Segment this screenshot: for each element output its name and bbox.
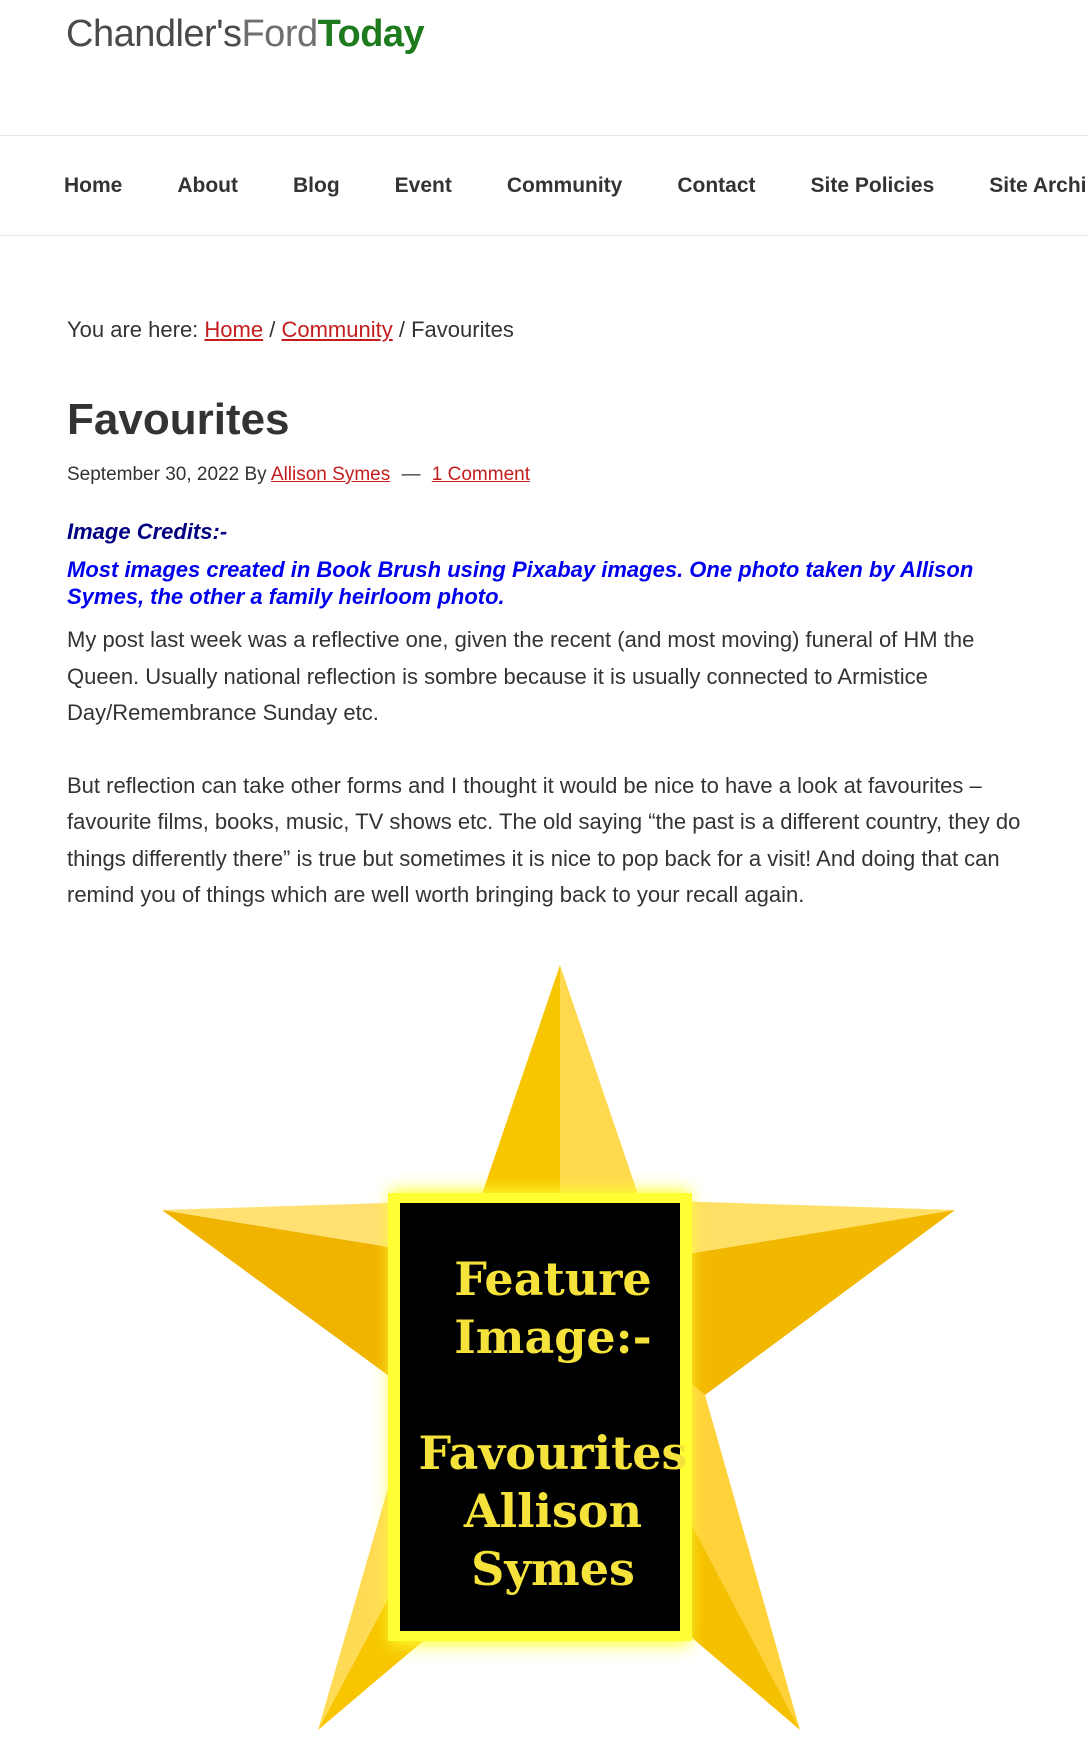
- comments-link[interactable]: 1 Comment: [431, 464, 530, 485]
- breadcrumb-current: Favourites: [411, 317, 514, 342]
- feature-text-line: Feature: [454, 1252, 652, 1306]
- feature-text-gap: [412, 1366, 694, 1424]
- feature-text-line: Image:-: [454, 1310, 652, 1364]
- main-content: [67, 300, 1027, 914]
- nav-item-about[interactable]: About: [177, 174, 239, 197]
- nav-item-site-archives[interactable]: Site Archi: [989, 174, 1087, 197]
- logo-part-today: Today: [317, 13, 425, 55]
- feature-text-line: Favourites: [418, 1426, 688, 1480]
- post-date: September 30, 2022: [67, 464, 240, 485]
- page-title: Favourites: [67, 395, 290, 444]
- site-header: [0, 0, 1088, 135]
- breadcrumb-separator: /: [398, 317, 405, 342]
- meta-dash: —: [401, 464, 421, 485]
- image-credits-text: Most images created in Book Brush using Pixabay images. One photo taken by Allison Symes, the other a family heirloom photo.: [67, 557, 974, 609]
- post-paragraph-2: But reflection can take other forms and I thought it would be nice to have a look at favourites – favourite films, books, music, TV shows etc. The old saying “the past is a different country, they do things differently there” is true but sometimes it is nice to pop back for a visit! And doing that can remind you of things which are well worth bringing back to your recall again.: [67, 772, 1021, 907]
- nav-item-site-policies[interactable]: Site Policies: [810, 174, 935, 197]
- author-link[interactable]: Allison Symes: [270, 464, 391, 485]
- nav-item-blog[interactable]: Blog: [293, 174, 340, 197]
- logo-part-ford: Ford: [241, 13, 318, 55]
- post-by: By: [244, 464, 267, 485]
- breadcrumb-home-link[interactable]: Home: [204, 317, 264, 342]
- main-nav: [0, 135, 1088, 236]
- image-credits-title: Image Credits:-: [67, 519, 228, 544]
- feature-image-text: [412, 1250, 694, 1660]
- breadcrumb-separator: /: [269, 317, 276, 342]
- site-logo[interactable]: [66, 12, 424, 56]
- nav-item-event[interactable]: Event: [394, 174, 452, 197]
- entry-meta: [67, 462, 1027, 488]
- logo-part-chandlers: Chandler's: [66, 13, 242, 55]
- nav-item-community[interactable]: Community: [506, 174, 623, 197]
- breadcrumb-prefix: You are here:: [67, 317, 199, 342]
- breadcrumb-community-link[interactable]: Community: [281, 317, 393, 342]
- nav-item-contact[interactable]: Contact: [677, 174, 756, 197]
- nav-item-home[interactable]: Home: [64, 174, 123, 197]
- breadcrumb: [67, 300, 1027, 360]
- feature-text-line: Symes: [471, 1542, 635, 1596]
- post-paragraph-1: My post last week was a reflective one, given the recent (and most moving) funeral of HM the Queen. Usually national reflection is sombre because it is usually connected to Armistice Day/Remembrance Sunday etc.: [67, 627, 975, 725]
- feature-text-line: Allison: [463, 1484, 643, 1538]
- feature-image: [150, 955, 970, 1737]
